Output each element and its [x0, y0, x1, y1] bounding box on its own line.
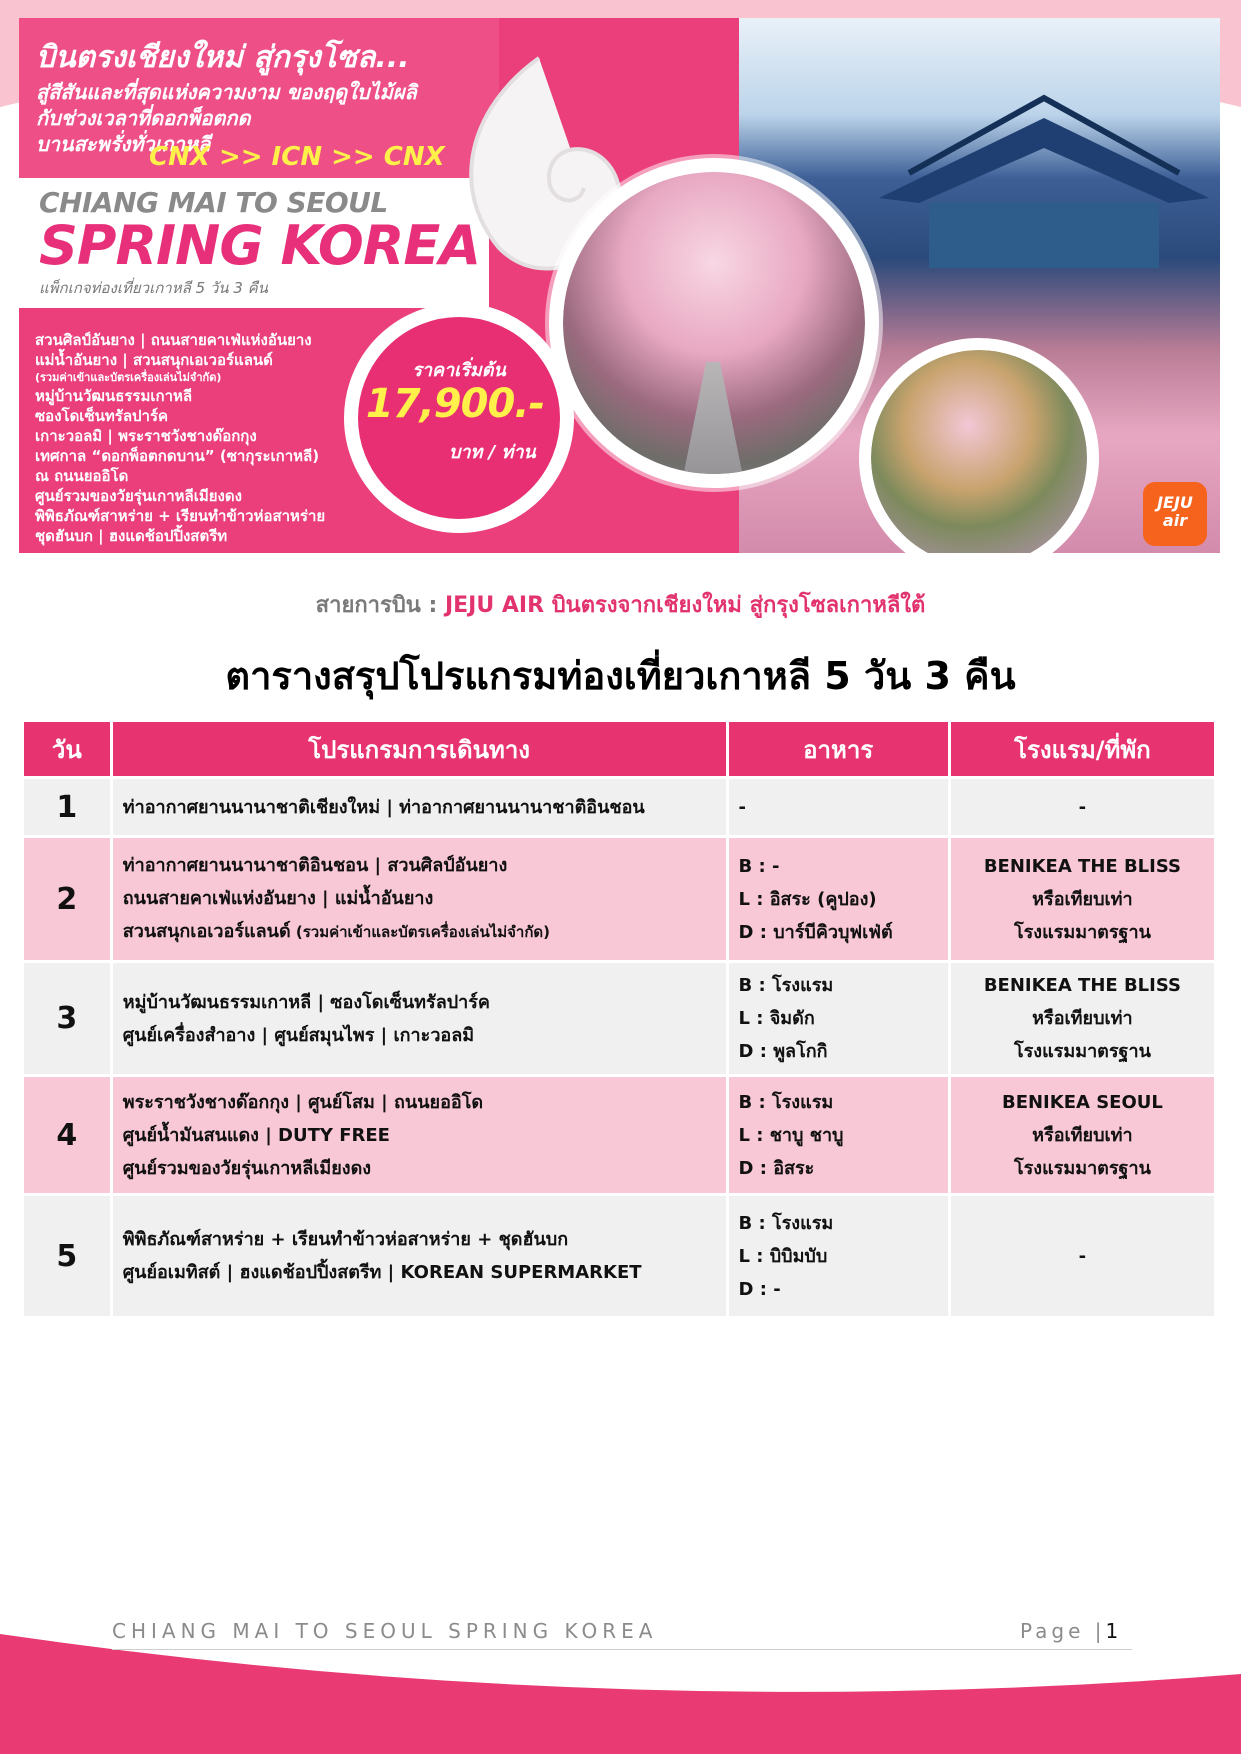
airline-info [0, 587, 1241, 622]
program-cell [113, 1196, 726, 1316]
hotel-line: หรือเทียบเท่า [1032, 1008, 1133, 1029]
meal-line: B : โรงแรม [738, 1212, 834, 1234]
program-line: ศูนย์รวมของวัยรุ่นเกาหลีเมียงดง [122, 1157, 372, 1179]
banner-title-line2: SPRING KOREA [39, 214, 481, 277]
hotel-line: - [1078, 1245, 1087, 1267]
airline-label: สายการบิน : [315, 593, 438, 618]
meals-cell [729, 1077, 948, 1193]
table-row [24, 963, 1214, 1074]
page-number [1020, 1619, 1118, 1643]
highlight-item: ซองโดเซ็นทรัลปาร์ค [35, 407, 169, 425]
hotel-line: โรงแรมมาตรฐาน [1013, 1041, 1151, 1062]
header-hotel: โรงแรม/ที่พัก [951, 722, 1214, 776]
highlight-item: พิพิธภัณฑ์สาหร่าย + เรียนทำข้าวห่อสาหร่าย [35, 507, 326, 525]
highlight-item: เทศกาล “ดอกพ็อตกดบาน” (ซากุระเกาหลี) [35, 447, 320, 465]
banner-title-line1: CHIANG MAI TO SEOUL [39, 186, 388, 219]
program-line [123, 915, 726, 949]
hotel-cell [951, 963, 1214, 1074]
page-label: Page | [1020, 1619, 1106, 1643]
hotel-line: หรือเทียบเท่า [1032, 1124, 1133, 1146]
page-number-value: 1 [1105, 1619, 1119, 1643]
program-cell [113, 963, 726, 1074]
program-cell [113, 779, 726, 835]
program-line: ศูนย์น้ำมันสนแดง | DUTY FREE [122, 1124, 390, 1146]
header-meals: อาหาร [729, 722, 948, 776]
highlight-item: สวนศิลป์อันยาง | ถนนสายคาเฟ่แห่งอันยาง [35, 331, 312, 349]
banner-subline: สู่สีสันและที่สุดแห่งความงาม ของฤดูใบไม้ผลิ [36, 80, 417, 104]
highlight-item: (รวมค่าเข้าและบัตรเครื่องเล่นไม่จำกัด) [35, 371, 222, 384]
program-cell [113, 1077, 726, 1193]
banner-subline: บานสะพรั่งทั่วเกาหลี [36, 132, 211, 156]
highlight-item: ณ ถนนยออิโด [35, 467, 129, 485]
jeju-air-logo [1143, 482, 1207, 546]
banner-subline: กับช่วงเวลาที่ดอกพ็อตกด [36, 106, 251, 130]
hotel-cell [951, 779, 1214, 835]
header-day: วัน [24, 722, 110, 776]
meal-line: L : อิสระ (คูปอง) [738, 888, 877, 910]
program-line: ศูนย์อเมทิสต์ | ฮงแดช้อปปิ้งสตรีท | KOREAN SUPERMARKET [122, 1262, 642, 1283]
highlight-item: ศูนย์รวมของวัยรุ่นเกาหลีเมียงดง [35, 487, 242, 505]
page-title: ตารางสรุปโปรแกรมท่องเที่ยวเกาหลี 5 วัน 3 คืน [225, 654, 1016, 698]
program-line: พิพิธภัณฑ์สาหร่าย + เรียนทำข้าวห่อสาหร่าย + ชุดฮันบก [122, 1229, 569, 1250]
page-background-bottom [0, 1634, 1241, 1754]
table-row [24, 1077, 1214, 1193]
meal-line: L : บิบิมบับ [738, 1245, 828, 1267]
logo-text: air [1162, 511, 1188, 530]
day-cell: 3 [24, 963, 110, 1074]
hotel-cell [951, 1196, 1214, 1316]
table-row [24, 838, 1214, 960]
cherry-blossom-photo [549, 158, 879, 488]
banner-headline: บินตรงเชียงใหม่ สู่กรุงโซล... [36, 40, 410, 75]
program-line: พระราชวังชางด๊อกกุง | ศูนย์โสม | ถนนยออิโด [122, 1091, 484, 1113]
price-badge [344, 303, 574, 533]
palace-roof-illustration [869, 78, 1219, 278]
footer-divider [112, 1649, 1132, 1650]
header-program: โปรแกรมการเดินทาง [113, 722, 726, 776]
hotel-line: โรงแรมมาตรฐาน [1013, 1157, 1151, 1179]
day-cell: 1 [24, 779, 110, 835]
meal-line: D : อิสระ [738, 1157, 815, 1179]
program-text: สวนสนุกเอเวอร์แลนด์ [122, 921, 291, 942]
highlight-item: แม่น้ำอันยาง | สวนสนุกเอเวอร์แลนด์ [35, 351, 273, 369]
hotel-line: โรงแรมมาตรฐาน [1013, 921, 1151, 943]
logo-text: JEJU [1157, 493, 1193, 512]
meal-line: B : - [738, 855, 780, 877]
program-note: (รวมค่าเข้าและบัตรเครื่องเล่นไม่จำกัด) [290, 923, 551, 941]
highlights-list [35, 330, 365, 546]
promo-banner [19, 18, 1220, 553]
day-cell: 2 [24, 838, 110, 960]
highlight-item: เกาะวอลมิ | พระราชวังชางด๊อกกุง [35, 427, 257, 445]
program-line: หมู่บ้านวัฒนธรรมเกาหลี | ซองโดเซ็นทรัลปาร์ค [122, 991, 490, 1013]
meals-cell [729, 838, 948, 960]
meal-line: L : จิมดัก [738, 1008, 815, 1029]
banner-package-text: แพ็กเกจท่องเที่ยวเกาหลี 5 วัน 3 คืน [39, 279, 268, 297]
footer-title: CHIANG MAI TO SEOUL SPRING KOREA [112, 1619, 658, 1643]
meal-line: - [738, 796, 746, 818]
day-cell: 5 [24, 1196, 110, 1316]
price-value: 17,900.- [365, 381, 545, 427]
itinerary-table [21, 719, 1217, 1319]
meal-line: D : บาร์บีคิวบุฟเฟ่ต์ [738, 921, 893, 943]
hotel-cell [951, 1077, 1214, 1193]
flight-route: CNX >> ICN >> CNX [149, 142, 445, 172]
program-line: ถนนสายคาเฟ่แห่งอันยาง | แม่น้ำอันยาง [122, 888, 434, 909]
program-line: ท่าอากาศยานนานาชาติเชียงใหม่ | ท่าอากาศยานนานาชาติอินชอน [122, 796, 645, 818]
hotel-line: - [1078, 796, 1087, 818]
price-label: ราคาเริ่มต้น [412, 360, 506, 381]
program-line: ศูนย์เครื่องสำอาง | ศูนย์สมุนไพร | เกาะวอลมิ [122, 1024, 475, 1046]
meal-line: D : พูลโกกิ [738, 1041, 828, 1062]
table-row [24, 779, 1214, 835]
highlight-item: หมู่บ้านวัฒนธรรมเกาหลี [35, 387, 193, 405]
meals-cell [729, 779, 948, 835]
meal-line: B : โรงแรม [738, 1091, 834, 1113]
hotel-line: BENIKEA THE BLISS [983, 975, 1181, 996]
meal-line: L : ชาบู ชาบู [738, 1124, 844, 1146]
hotel-line: BENIKEA SEOUL [1001, 1091, 1163, 1113]
table-header-row [24, 722, 1214, 776]
price-unit: บาท / ท่าน [448, 442, 536, 463]
program-line: ท่าอากาศยานนานาชาติอินชอน | สวนศิลป์อันยาง [122, 855, 508, 876]
meal-line: B : โรงแรม [738, 975, 834, 996]
hotel-line: BENIKEA THE BLISS [983, 855, 1181, 877]
hotel-line: หรือเทียบเท่า [1032, 888, 1133, 910]
highlight-item: ชุดฮันบก | ฮงแดช้อปปิ้งสตรีท [35, 527, 228, 545]
meals-cell [729, 1196, 948, 1316]
meals-cell [729, 963, 948, 1074]
airline-value: JEJU AIR บินตรงจากเชียงใหม่ สู่กรุงโซลเกาหลีใต้ [444, 593, 926, 618]
program-cell [113, 838, 726, 960]
hotel-cell [951, 838, 1214, 960]
table-row [24, 1196, 1214, 1316]
meal-line: D : - [738, 1278, 781, 1300]
day-cell: 4 [24, 1077, 110, 1193]
